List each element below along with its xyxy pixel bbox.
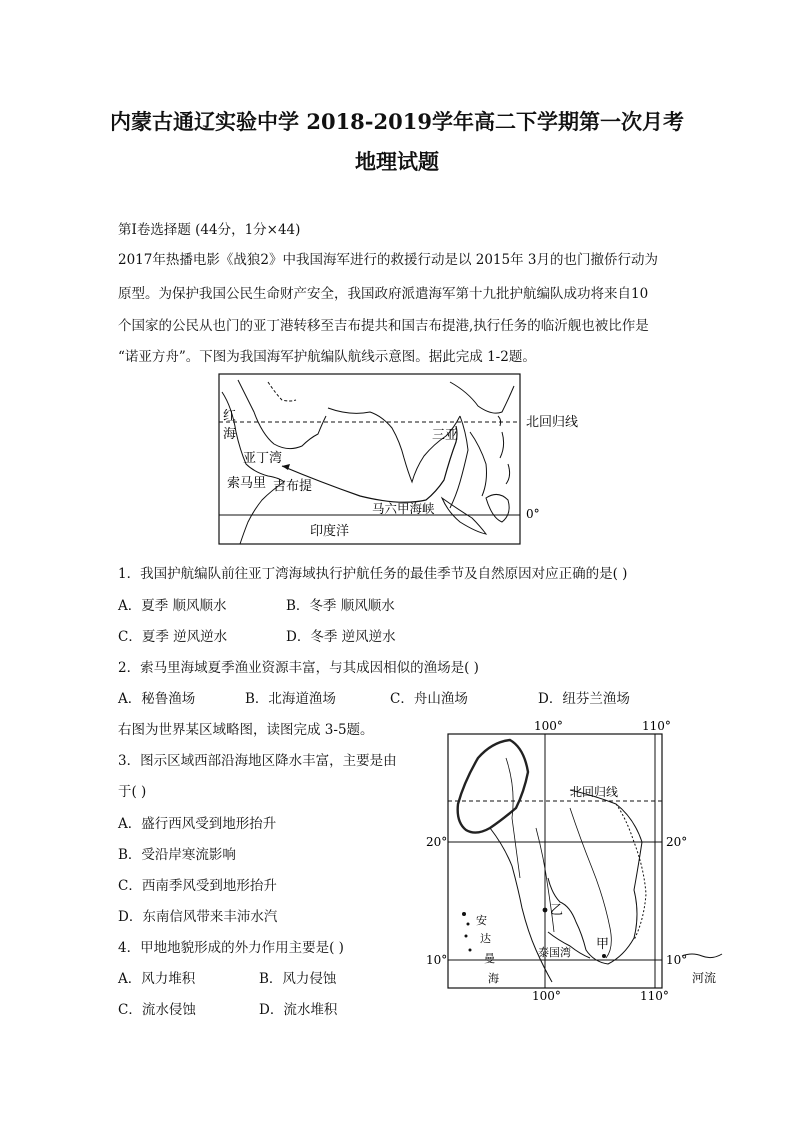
- route-map: [210, 372, 586, 550]
- q3-stem-2: 于( ): [118, 784, 147, 800]
- label-lon100-top: 100°: [534, 719, 563, 733]
- q2-stem: 2．索马里海域夏季渔业资源丰富，与其成因相似的渔场是( ): [118, 660, 479, 676]
- q1-option-c: C．夏季 逆风逆水: [118, 629, 228, 645]
- river-legend-icon: [682, 954, 722, 958]
- label-andaman-3: 曼: [484, 952, 495, 965]
- label-tropic-2: 北回归线: [570, 785, 619, 799]
- intro-line-4: “诺亚方舟”。下图为我国海军护航编队航线示意图。据此完成 1-2题。: [118, 349, 536, 365]
- q4-option-a: A．风力堆积: [118, 971, 196, 987]
- q2-option-b: B．北海道渔场: [245, 691, 336, 707]
- label-gulf-thailand: 泰国湾: [538, 946, 571, 959]
- q3-option-c: C．西南季风受到地形抬升: [118, 878, 277, 894]
- q4-option-c: C．流水侵蚀: [118, 1002, 196, 1018]
- label-andaman-2: 达: [480, 932, 491, 945]
- label-jia: 甲: [596, 937, 610, 952]
- intro-line-3: 个国家的公民从也门的亚丁港转移至吉布提共和国吉布提港,执行任务的临沂舰也被比作是: [118, 318, 649, 334]
- q1-option-a: A．夏季 顺风顺水: [118, 598, 227, 614]
- label-red-sea-2: 海: [223, 427, 237, 442]
- label-gulf-aden: 亚丁湾: [243, 451, 283, 466]
- title-line1: 内蒙古通辽实验中学 2018-2019学年高二下学期第一次月考: [110, 109, 684, 134]
- label-yi: 乙: [550, 903, 564, 918]
- label-river-legend: 河流: [692, 971, 717, 985]
- q4-stem: 4．甲地地貌形成的外力作用主要是( ): [118, 940, 344, 956]
- q2-option-c: C．舟山渔场: [390, 691, 468, 707]
- point-jia: [602, 954, 606, 958]
- q3-stem-1: 3．图示区域西部沿海地区降水丰富，主要是由: [118, 753, 397, 769]
- label-sanya: 三亚: [432, 428, 459, 443]
- intro2: 右图为世界某区域略图，读图完成 3-5题。: [118, 722, 374, 738]
- point-yi: [543, 908, 548, 913]
- q1-option-d: D．冬季 逆风逆水: [286, 629, 396, 645]
- label-red-sea-1: 红: [223, 409, 237, 424]
- label-malacca: 马六甲海峡: [372, 501, 435, 516]
- label-lat20-right: 20°: [666, 835, 688, 849]
- label-lon100-bottom: 100°: [532, 989, 561, 1003]
- intro-line-1: 2017年热播电影《战狼2》中我国海军进行的救援行动是以 2015年 3月的也门撤侨行动为: [118, 252, 658, 268]
- label-lat10-right: 10°: [666, 953, 688, 967]
- label-indian-ocean: 印度洋: [310, 524, 350, 539]
- se-asia-map: [420, 718, 740, 1008]
- intro-line-2: 原型。为保护我国公民生命财产安全，我国政府派遣海军第十九批护航编队成功将来自10: [118, 286, 649, 302]
- label-equator: 0°: [526, 507, 540, 521]
- q4-option-b: B．风力侵蚀: [259, 971, 337, 987]
- title-line2: 地理试题: [355, 149, 439, 174]
- q3-option-d: D．东南信风带来丰沛水汽: [118, 909, 278, 925]
- q4-option-d: D．流水堆积: [259, 1002, 338, 1018]
- q3-option-a: A．盛行西风受到地形抬升: [118, 816, 277, 832]
- label-djibouti: 吉布提: [273, 479, 313, 494]
- q1-stem: 1．我国护航编队前往亚丁湾海域执行护航任务的最佳季节及自然原因对应正确的是( ): [118, 566, 628, 582]
- q1-option-b: B．冬季 顺风顺水: [286, 598, 395, 614]
- q2-option-a: A．秘鲁渔场: [118, 691, 196, 707]
- section-header: 第Ⅰ卷选择题 (44分，1分×44): [118, 222, 301, 238]
- label-lat10-left: 10°: [426, 953, 448, 967]
- label-andaman-1: 安: [476, 914, 487, 927]
- label-andaman-4: 海: [488, 972, 499, 985]
- label-lat20-left: 20°: [426, 835, 448, 849]
- label-somalia: 索马里: [227, 476, 267, 491]
- q2-option-d: D．纽芬兰渔场: [538, 691, 630, 707]
- q3-option-b: B．受沿岸寒流影响: [118, 847, 236, 863]
- label-lon110-top: 110°: [642, 719, 671, 733]
- label-tropic: 北回归线: [526, 415, 579, 430]
- label-lon110-bottom: 110°: [640, 989, 669, 1003]
